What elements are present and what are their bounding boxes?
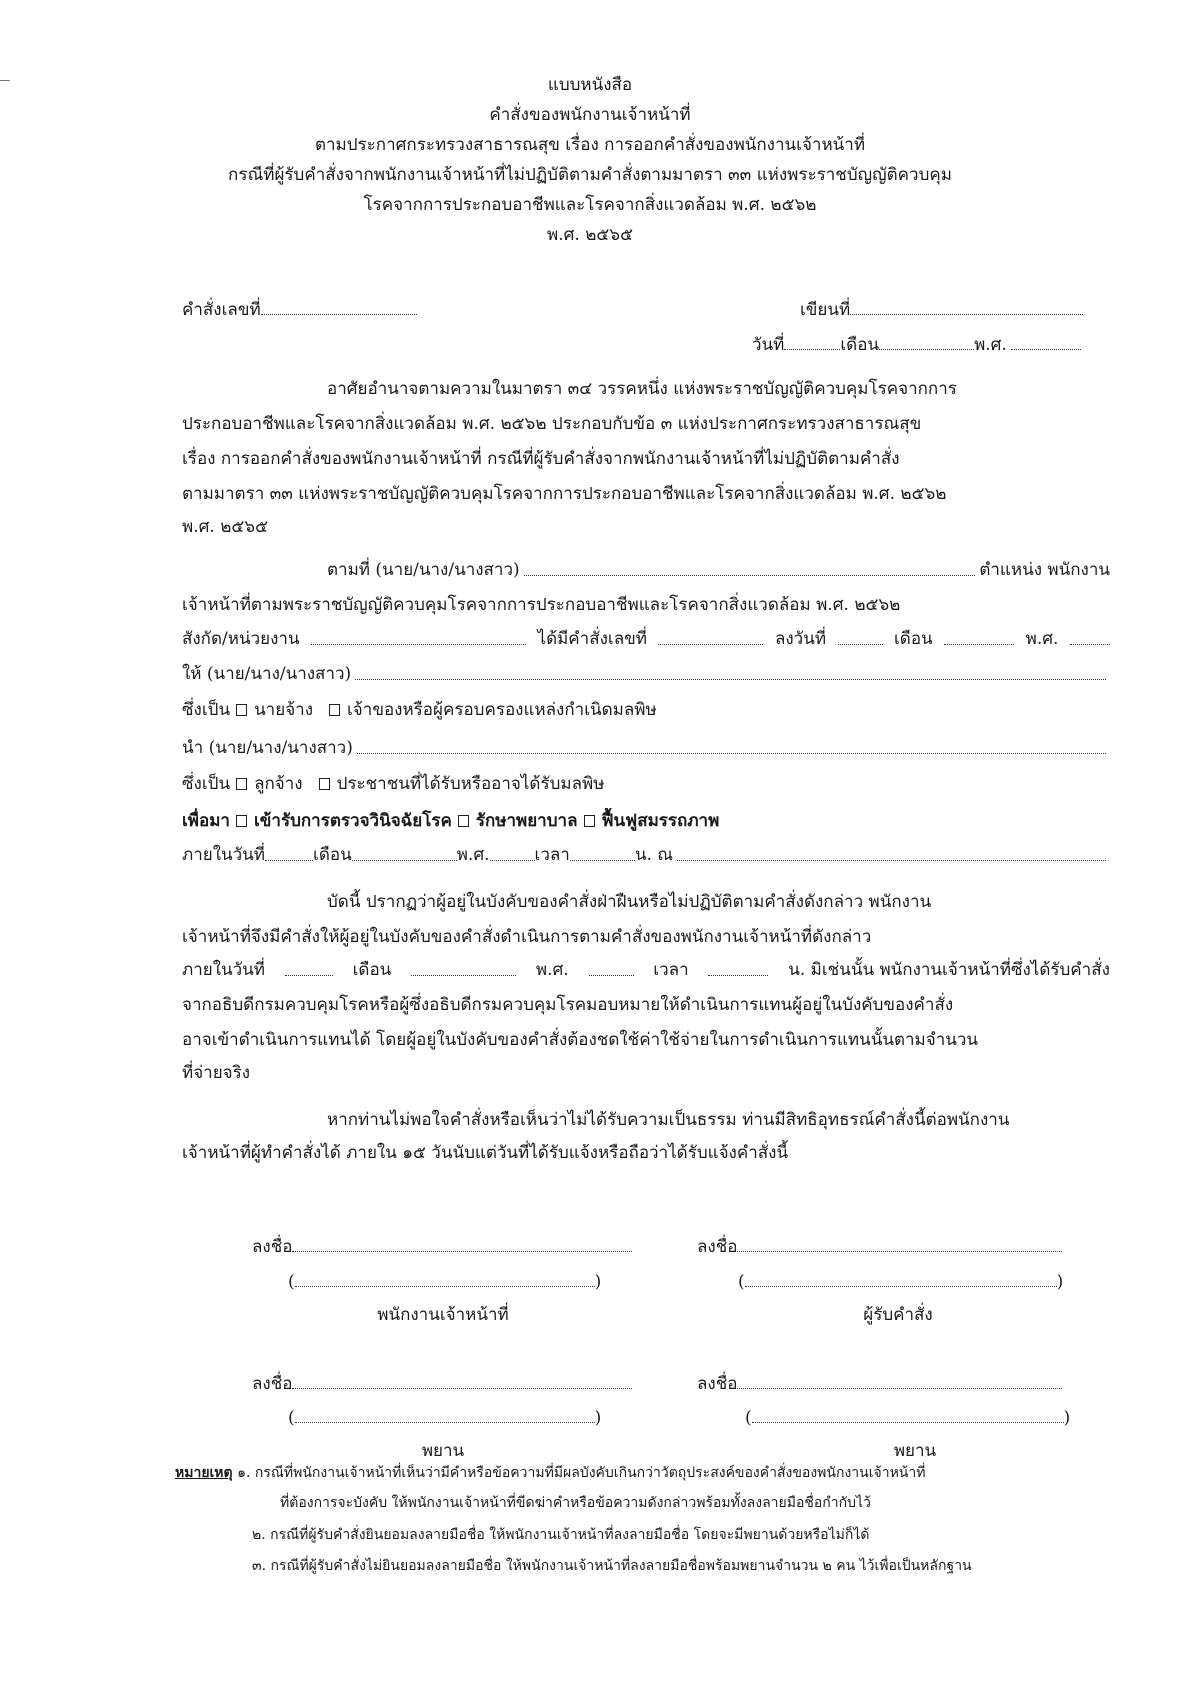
para1-line4: ตามมาตรา ๓๓ แห่งพระราชบัญญัติควบคุมโรคจากการประกอบอาชีพและโรคจากสิ่งแวดล้อม พ.ศ. ๒๕๖๒ bbox=[182, 484, 947, 504]
para1-line2: ประกอบอาชีพและโรคจากสิ่งแวดล้อม พ.ศ. ๒๕๖๒ ประกอบกับข้อ ๓ แห่งประกาศกระทรวงสาธารณสุข bbox=[182, 414, 922, 434]
recipient-name-row bbox=[182, 661, 1110, 687]
affected-public-option-label: ประชาชนที่ได้รับหรืออาจได้รับมลพิษ bbox=[336, 774, 605, 794]
deadline-year-label: พ.ศ. bbox=[535, 960, 569, 980]
officer-printed-name: ( ) bbox=[288, 1268, 601, 1295]
order-number-label: คำสั่งเลขที่ bbox=[182, 300, 261, 320]
para3-line6: ที่จ่ายจริง bbox=[182, 1063, 251, 1083]
bring-person-blank[interactable] bbox=[357, 735, 1106, 754]
officer-sign-blank[interactable] bbox=[292, 1233, 632, 1252]
para3-line1: บัดนี้ ปรากฏว่าผู้อยู่ในบังคับของคำสั่งฝ่าฝืนหรือไม่ปฏิบัติตามคำสั่งดังกล่าว พนักงาน bbox=[327, 892, 932, 912]
purpose-label: เพื่อมา bbox=[182, 811, 230, 831]
officer-printed-name-blank[interactable] bbox=[295, 1268, 595, 1287]
prior-date-label: ลงวันที่ bbox=[774, 629, 827, 649]
purpose-row bbox=[182, 808, 1110, 834]
person-role-row bbox=[182, 771, 1110, 797]
recipient-printed-name-blank[interactable] bbox=[745, 1268, 1057, 1287]
date-label: วันที่ bbox=[752, 335, 785, 355]
witness2-printed-name: ( ) bbox=[745, 1404, 1070, 1431]
witness1-sign-blank[interactable] bbox=[292, 1370, 632, 1389]
recipient-sign-blank[interactable] bbox=[737, 1233, 1062, 1252]
treatment-checkbox[interactable] bbox=[458, 815, 469, 827]
para3-deadline-row bbox=[182, 957, 1110, 983]
note-1-line2: ที่ต้องการจะบังคับ ให้พนักงานเจ้าหน้าที่ขีดฆ่าคำหรือข้อความดังกล่าวพร้อมทั้งลงลายมือชื่อกำกับไว้ bbox=[280, 1495, 871, 1511]
recipient-sign-label: ลงชื่อ bbox=[697, 1237, 738, 1257]
date-blank[interactable] bbox=[784, 331, 840, 350]
act-name: โรคจากการประกอบอาชีพและโรคจากสิ่งแวดล้อม พ.ศ. ๒๕๖๒ bbox=[363, 195, 817, 215]
announcement-title: ตามประกาศกระทรวงสาธารณสุข เรื่อง การออกคำสั่งของพนักงานเจ้าหน้าที่ bbox=[314, 135, 866, 155]
witness2-signature-line bbox=[697, 1370, 1062, 1397]
agency-blank[interactable] bbox=[311, 626, 526, 645]
employee-checkbox[interactable] bbox=[236, 778, 247, 790]
appt-month-label: เดือน bbox=[313, 845, 352, 865]
appt-time-blank[interactable] bbox=[570, 842, 635, 861]
scan-edge-mark bbox=[0, 80, 10, 81]
form-type-title: แบบหนังสือ bbox=[547, 75, 633, 95]
recipient-signature-line bbox=[697, 1233, 1062, 1260]
prior-year-label: พ.ศ. bbox=[1025, 629, 1059, 649]
para3-line2: เจ้าหน้าที่จึงมีคำสั่งให้ผู้อยู่ในบังคับของคำสั่งดำเนินการตามคำสั่งของพนักงานเจ้าหน้าที่ดังกล่าว bbox=[182, 927, 872, 947]
rehabilitation-checkbox[interactable] bbox=[584, 815, 595, 827]
para1-line5: พ.ศ. ๒๕๖๕ bbox=[182, 517, 268, 537]
witness2-sign-blank[interactable] bbox=[737, 1370, 1062, 1389]
deadline-time-label: เวลา bbox=[653, 960, 689, 980]
employer-checkbox[interactable] bbox=[236, 704, 247, 716]
written-at-blank[interactable] bbox=[850, 296, 1083, 315]
prior-order-label: ได้มีคำสั่งเลขที่ bbox=[537, 629, 647, 649]
notes-label: หมายเหตุ bbox=[175, 1465, 233, 1481]
order-number-blank[interactable] bbox=[261, 296, 417, 315]
order-title: คำสั่งของพนักงานเจ้าหน้าที่ bbox=[489, 105, 691, 125]
prior-date-blank[interactable] bbox=[838, 626, 883, 645]
appeal-line2: เจ้าหน้าที่ผู้ทำคำสั่งได้ ภายใน ๑๕ วันนับแต่วันที่ได้รับแจ้งหรือถือว่าได้รับแจ้งคำสั่งนี้ bbox=[182, 1143, 789, 1163]
appt-time-label: เวลา bbox=[534, 845, 570, 865]
recipient-name-label: ให้ (นาย/นาง/นางสาว) bbox=[182, 664, 352, 684]
note-3: ๓. กรณีที่ผู้รับคำสั่งไม่ยินยอมลงลายมือชื่อ ให้พนักงานเจ้าหน้าที่ลงลายมือชื่อพร้อมพยานจำนวน ๒ คน ไว้เพื่อเป็นหลักฐาน bbox=[252, 1558, 972, 1574]
year-blank[interactable] bbox=[1011, 331, 1081, 350]
recipient-role-row bbox=[182, 697, 1110, 723]
para2-line2: เจ้าหน้าที่ตามพระราชบัญญัติควบคุมโรคจากการประกอบอาชีพและโรคจากสิ่งแวดล้อม พ.ศ. ๒๕๖๒ bbox=[182, 595, 901, 615]
witness1-title: พยาน bbox=[421, 1441, 465, 1461]
para3-line4: จากอธิบดีกรมควบคุมโรคหรือผู้ซึ่งอธิบดีกรมควบคุมโรคมอบหมายให้ดำเนินการแทนผู้อยู่ในบังคับของคำสั่ง bbox=[182, 995, 954, 1015]
prior-order-blank[interactable] bbox=[658, 626, 763, 645]
pollution-owner-checkbox[interactable] bbox=[329, 704, 340, 716]
person-role-label: ซึ่งเป็น bbox=[182, 774, 231, 794]
recipient-title: ผู้รับคำสั่ง bbox=[863, 1305, 933, 1325]
witness2-printed-name-blank[interactable] bbox=[752, 1404, 1064, 1423]
bring-person-label: นำ (นาย/นาง/นางสาว) bbox=[182, 738, 353, 758]
written-at-label: เขียนที่ bbox=[800, 300, 851, 320]
witness2-sign-label: ลงชื่อ bbox=[697, 1374, 738, 1394]
note-1-line1 bbox=[175, 1460, 925, 1486]
officer-position-label: ตำแหน่ง พนักงาน bbox=[979, 560, 1110, 580]
prior-month-blank[interactable] bbox=[944, 626, 1014, 645]
month-blank[interactable] bbox=[879, 331, 974, 350]
witness1-signature-line bbox=[252, 1370, 632, 1397]
affected-public-checkbox[interactable] bbox=[319, 778, 330, 790]
treatment-option-label: รักษาพยาบาล bbox=[475, 811, 578, 831]
agency-label: สังกัด/หน่วยงาน bbox=[182, 629, 300, 649]
deadline-consequence-text: น. มิเช่นนั้น พนักงานเจ้าหน้าที่ซึ่งได้รับคำสั่ง bbox=[788, 960, 1110, 980]
officer-sign-label: ลงชื่อ bbox=[252, 1237, 293, 1257]
para1-line3: เรื่อง การออกคำสั่งของพนักงานเจ้าหน้าที่ กรณีที่ผู้รับคำสั่งจากพนักงานเจ้าหน้าที่ไม่ปฏิบัติตามคำสั่ง bbox=[182, 449, 900, 469]
agency-order-row bbox=[182, 626, 1110, 652]
case-description: กรณีที่ผู้รับคำสั่งจากพนักงานเจ้าหน้าที่ไม่ปฏิบัติตามคำสั่งตามมาตรา ๓๓ แห่งพระราชบัญญัติควบคุม bbox=[228, 165, 952, 185]
month-label: เดือน bbox=[840, 335, 880, 355]
deadline-time-blank[interactable] bbox=[708, 957, 768, 976]
note-1-text-a: ๑. กรณีที่พนักงานเจ้าหน้าที่เห็นว่ามีคำหรือข้อความที่มีผลบังคับเกินกว่าวัตถุประสงค์ของคำสั่งของพนักงานเจ้าหน้าที่ bbox=[237, 1465, 926, 1481]
appt-place-blank[interactable] bbox=[677, 842, 1106, 861]
witness1-sign-label: ลงชื่อ bbox=[252, 1374, 293, 1394]
witness2-title: พยาน bbox=[893, 1441, 937, 1461]
appt-date-label: ภายในวันที่ bbox=[182, 845, 266, 865]
recipient-name-blank[interactable] bbox=[355, 661, 1106, 680]
deadline-year-blank[interactable] bbox=[589, 957, 634, 976]
witness1-printed-name-blank[interactable] bbox=[295, 1404, 595, 1423]
diagnosis-option-label: เข้ารับการตรวจวินิจฉัยโรค bbox=[253, 811, 452, 831]
appt-place-label: น. ณ bbox=[634, 845, 674, 865]
appt-year-label: พ.ศ. bbox=[456, 845, 490, 865]
employee-option-label: ลูกจ้าง bbox=[254, 774, 303, 794]
prior-year-blank[interactable] bbox=[1070, 626, 1110, 645]
appt-date-blank[interactable] bbox=[265, 842, 313, 861]
document-header bbox=[150, 70, 1030, 250]
appt-month-blank[interactable] bbox=[352, 842, 457, 861]
note-2: ๒. กรณีที่ผู้รับคำสั่งยินยอมลงลายมือชื่อ ให้พนักงานเจ้าหน้าที่ลงลายมือชื่อ โดยจะมีพยานด้วยหรือไม่ก็ได้ bbox=[252, 1527, 870, 1543]
appt-year-blank[interactable] bbox=[490, 842, 535, 861]
employer-option-label: นายจ้าง bbox=[254, 700, 313, 720]
appeal-line1: หากท่านไม่พอใจคำสั่งหรือเห็นว่าไม่ได้รับความเป็นธรรม ท่านมีสิทธิอุทธรณ์คำสั่งนี้ต่อพนักงาน bbox=[327, 1110, 1010, 1130]
officer-name-row bbox=[327, 557, 1110, 583]
bring-person-row bbox=[182, 735, 1110, 761]
order-date-field bbox=[752, 331, 1081, 358]
officer-title: พนักงานเจ้าหน้าที่ bbox=[377, 1305, 509, 1325]
year-label: พ.ศ. bbox=[974, 335, 1007, 355]
order-number-field bbox=[182, 296, 417, 323]
appointment-row bbox=[182, 842, 1110, 868]
diagnosis-checkbox[interactable] bbox=[236, 815, 247, 827]
para1-line1: อาศัยอำนาจตามความในมาตรา ๓๔ วรรคหนึ่ง แห่งพระราชบัญญัติควบคุมโรคจากการ bbox=[327, 379, 957, 399]
deadline-month-label: เดือน bbox=[352, 960, 392, 980]
witness1-printed-name: ( ) bbox=[288, 1404, 601, 1431]
officer-name-blank[interactable] bbox=[524, 557, 976, 576]
recipient-printed-name: ( ) bbox=[738, 1268, 1063, 1295]
para3-line5: อาจเข้าดำเนินการแทนได้ โดยผู้อยู่ในบังคับของคำสั่งต้องชดใช้ค่าใช้จ่ายในการดำเนินการแทนนั้นตามจำนวน bbox=[182, 1030, 979, 1050]
officer-signature-line bbox=[252, 1233, 632, 1260]
recipient-role-label: ซึ่งเป็น bbox=[182, 700, 231, 720]
deadline-date-blank[interactable] bbox=[285, 957, 333, 976]
deadline-date-label: ภายในวันที่ bbox=[182, 960, 266, 980]
announcement-year: พ.ศ. ๒๕๖๕ bbox=[547, 225, 633, 245]
prior-month-label: เดือน bbox=[894, 629, 933, 649]
deadline-month-blank[interactable] bbox=[411, 957, 516, 976]
officer-name-label: ตามที่ (นาย/นาง/นางสาว) bbox=[327, 560, 520, 580]
pollution-owner-option-label: เจ้าของหรือผู้ครอบครองแหล่งกำเนิดมลพิษ bbox=[347, 700, 657, 720]
written-at-field bbox=[800, 296, 1083, 323]
rehabilitation-option-label: ฟื้นฟูสมรรถภาพ bbox=[601, 811, 720, 831]
